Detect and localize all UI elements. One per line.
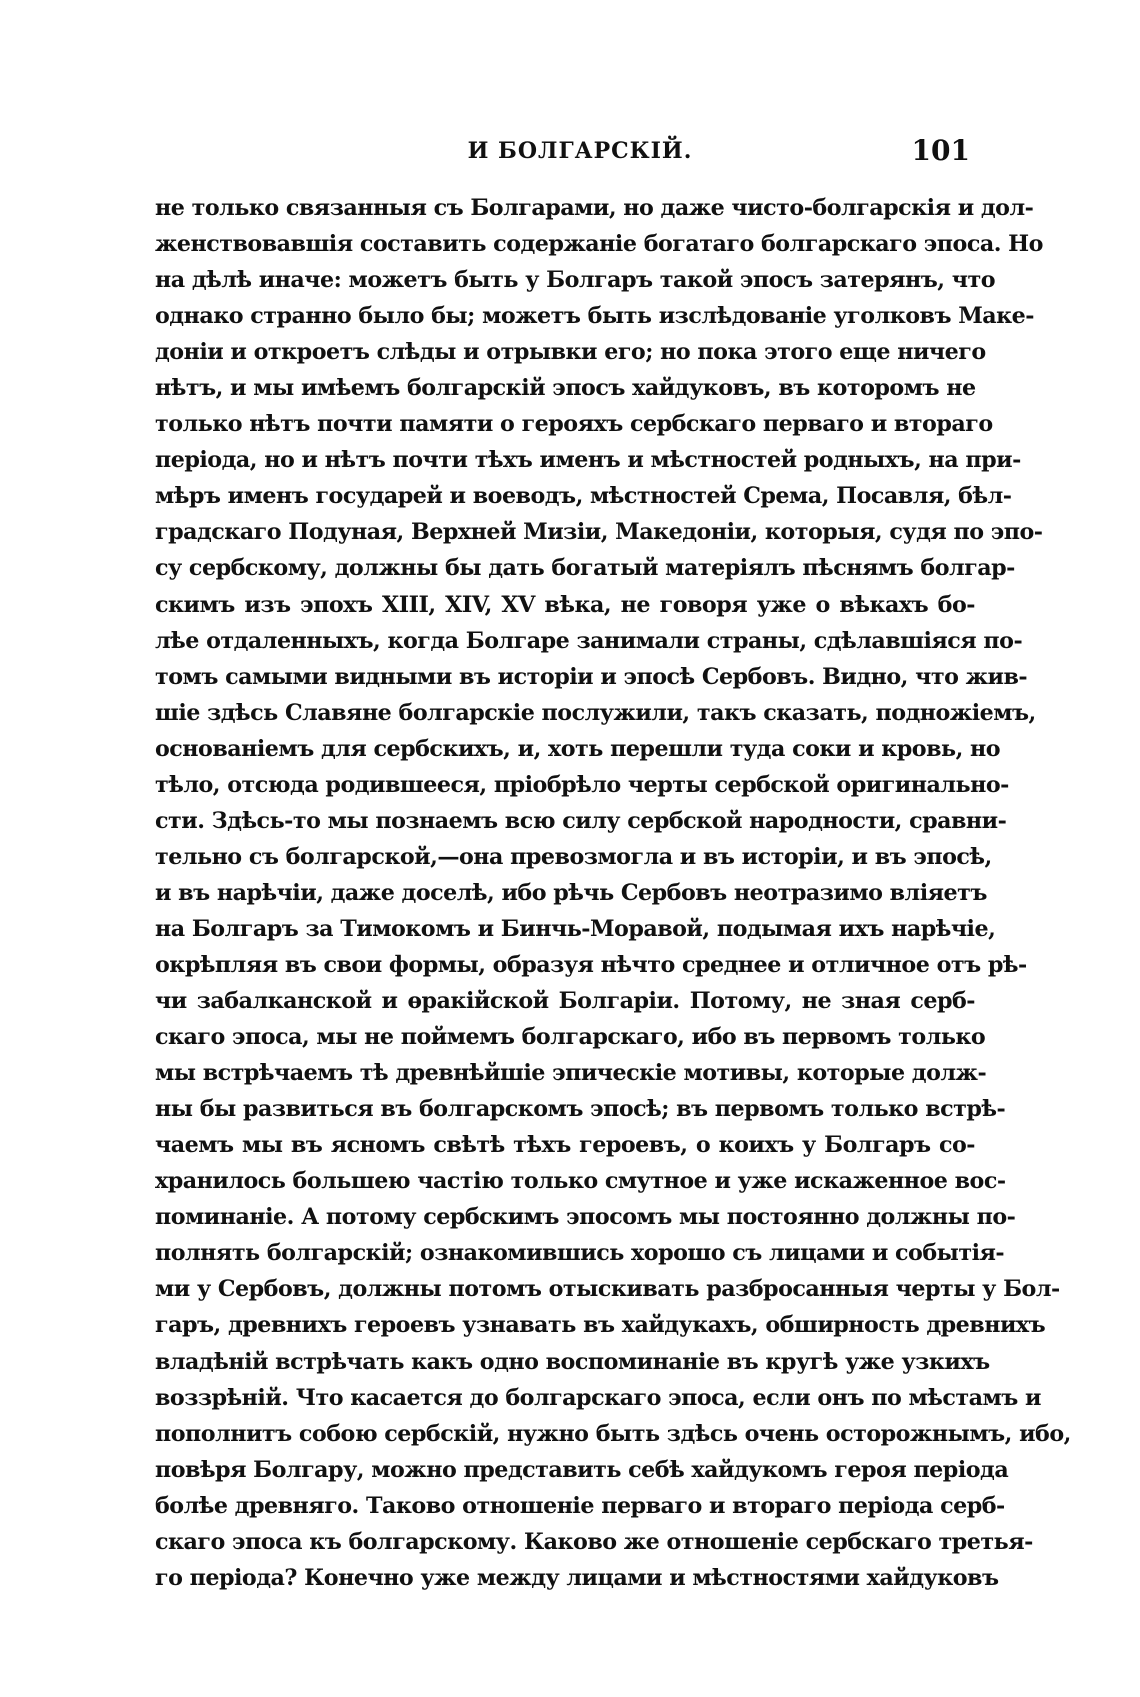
text-line: томъ самыми видными въ исторіи и эпосѣ Сербовъ. Видно, что жив- [155,663,1028,690]
text-line: пополнитъ собою сербскій, нужно быть здѣсь очень осторожнымъ, ибо, [155,1420,1071,1447]
text-line: скаго эпоса, мы не поймемъ болгарскаго, ибо въ первомъ только [155,1024,986,1051]
page-number: 101 [911,134,970,167]
text-line: поминаніе. А потому сербскимъ эпосомъ мы постоянно должны по- [155,1204,1016,1231]
text-line: ны бы развиться въ болгарскомъ эпосѣ; въ первомъ только встрѣ- [155,1096,1006,1123]
text-line: нѣтъ, и мы имѣемъ болгарскій эпосъ хайдуковъ, въ которомъ не [155,375,976,402]
text-line: шіе здѣсь Славяне болгарскіе послужили, такъ сказать, подножіемъ, [155,699,1036,726]
text-line: гаръ, древнихъ героевъ узнавать въ хайдукахъ, обширность древнихъ [155,1312,1046,1339]
text-line: го періода? Конечно уже между лицами и мѣстностями хайдуковъ [155,1564,999,1591]
text-line: хранилось большею частію только смутное и уже искаженное вос- [155,1168,1006,1195]
text-line: мѣръ именъ государей и воеводъ, мѣстностей Срема, Посавля, бѣл- [155,483,1012,510]
text-line: сти. Здѣсь-то мы познаемъ всю силу сербской народности, сравни- [155,807,1007,834]
text-line: не только связанныя съ Болгарами, но даже чисто-болгарскія и дол- [155,195,1034,221]
text-line: однако странно было бы; можетъ быть изслѣдованіе уголковъ Маке- [155,303,1034,330]
text-line: владѣній встрѣчать какъ одно воспоминаніе въ кругѣ уже узкихъ [155,1348,990,1375]
text-line: градскаго Подуная, Верхней Мизіи, Македоніи, которыя, судя по эпо- [155,519,1043,546]
text-line: тѣло, отсюда родившееся, пріобрѣло черты сербской оригинально- [155,771,1009,798]
text-line: скаго эпоса къ болгарскому. Каково же отношеніе сербскаго третья- [155,1528,1033,1555]
text-line: періода, но и нѣтъ почти тѣхъ именъ и мѣстностей родныхъ, на при- [155,447,1021,474]
running-title: И БОЛГАРСКІЙ. [467,138,693,164]
text-line: на дѣлѣ иначе: можетъ быть у Болгаръ такой эпосъ затерянъ, что [155,267,995,294]
text-line: лѣе отдаленныхъ, когда Болгаре занимали страны, сдѣлавшіяся по- [155,627,1023,654]
running-head [190,134,970,174]
text-line: болѣе древняго. Таково отношеніе перваго и втораго періода серб- [155,1492,1005,1519]
text-line: чаемъ мы въ ясномъ свѣтѣ тѣхъ героевъ, о коихъ у Болгаръ со- [155,1132,975,1159]
text-line: доніи и откроетъ слѣды и отрывки его; но пока этого еще ничего [155,339,986,366]
text-line: только нѣтъ почти памяти о герояхъ сербскаго перваго и втораго [155,411,993,438]
text-line: повѣря Болгару, можно представить себѣ хайдукомъ героя періода [155,1456,1009,1483]
text-line: воззрѣній. Что касается до болгарскаго эпоса, если онъ по мѣстамъ и [155,1384,1041,1411]
text-line: ми у Сербовъ, должны потомъ отыскивать разбросанныя черты у Бол- [155,1276,1060,1303]
body-text [155,190,1071,1596]
text-line: полнять болгарскій; ознакомившись хорошо съ лицами и событія- [155,1240,1005,1267]
text-line: скимъ изъ эпохъ XIII, XIV, XV вѣка, не говоря уже о вѣкахъ бо- [155,591,975,618]
text-line: на Болгаръ за Тимокомъ и Бинчь-Моравой, подымая ихъ нарѣчіе, [155,915,996,942]
text-line: мы встрѣчаемъ тѣ древнѣйшіе эпическіе мотивы, которые долж- [155,1060,987,1087]
text-line: чи забалканской и ѳракійской Болгаріи. Потому, не зная серб- [155,988,975,1015]
text-line: окрѣпляя въ свои формы, образуя нѣчто среднее и отличное отъ рѣ- [155,951,1027,978]
text-line: основаніемъ для сербскихъ, и, хоть перешли туда соки и кровь, но [155,735,1001,762]
text-line: женствовавшія составить содержаніе богатаго болгарскаго эпоса. Но [155,231,1043,258]
text-line: су сербскому, должны бы дать богатый матеріялъ пѣснямъ болгар- [155,555,1015,582]
text-line: и въ нарѣчіи, даже доселѣ, ибо рѣчь Сербовъ неотразимо вліяетъ [155,879,987,906]
text-line: тельно съ болгарской,—она превозмогла и въ исторіи, и въ эпосѣ, [155,843,992,870]
